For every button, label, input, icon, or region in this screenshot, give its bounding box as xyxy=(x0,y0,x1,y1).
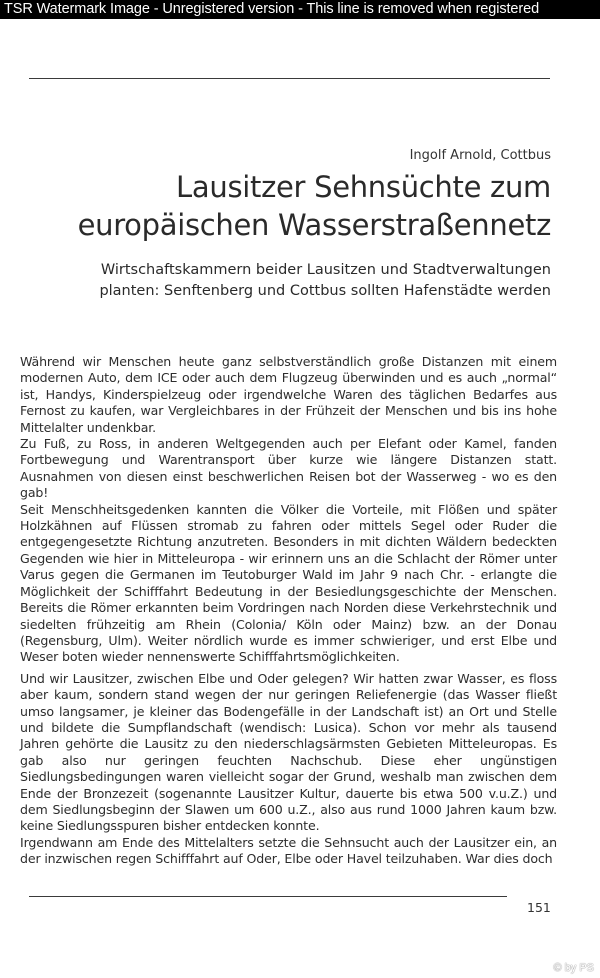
watermark-text: TSR Watermark Image - Unregistered version - This line is removed when registered xyxy=(4,1,540,17)
paragraph-4: Und wir Lausitzer, zwischen Elbe und Oder gelegen? Wir hatten zwar Wasser, es floss aber kaum, sondern stand wegen der nur geringen Reliefenergie (das Wasser fließt umso langsamer, je kleiner das Bodengefälle in der Landschaft ist) an Ort und Stelle und bildete die Sumpflandschaft (wendisch: Lusica). Schon vor mehr als tausend Jahren gehörte die Lausitz zu den niederschlagsärmsten Gebieten Mitteleuropas. Es gab also nur geringen feuchten Nachschub. Diese eher ungünstigen Siedlungsbedingungen waren vielleicht sogar der Grund, weshalb man zwischen dem Ende der Bronzezeit (sogenannte Lausitzer Kultur, dauerte bis etwa 500 v.u.Z.) und dem Siedlungsbeginn der Slawen um 600 u.Z., also aus rund 1000 Jahren kaum bzw. keine Siedlungsspuren bisher entdecken konnte. xyxy=(20,670,557,834)
watermark-banner xyxy=(0,0,600,19)
author-line: Ingolf Arnold, Cottbus xyxy=(409,148,551,163)
paragraph-5: Irgendwann am Ende des Mittelalters setzte die Sehnsucht auch der Lausitzer ein, an der inzwischen regen Schifffahrt auf Oder, Elbe oder Havel teilzuhaben. War dies doch xyxy=(20,834,557,867)
bottom-divider xyxy=(29,896,507,897)
copyright-mark: © by PS xyxy=(553,962,594,974)
paragraph-2: Zu Fuß, zu Ross, in anderen Weltgegenden auch per Elefant oder Kamel, fanden Fortbewegung und Warentransport über kurze wie längere Distanzen statt. Ausnahmen von diesen einst beschwerlichen Reisen bot der Wasserweg - wo es den gab! xyxy=(20,436,557,501)
article-body xyxy=(20,354,557,868)
article-subtitle: Wirtschaftskammern beider Lausitzen und Stadtverwaltungen planten: Senftenberg und Cottbus sollten Hafenstädte werden xyxy=(99,262,551,299)
page-number: 151 xyxy=(527,900,551,915)
paragraph-3: Seit Menschheitsgedenken kannten die Völker die Vorteile, mit Flößen und später Holzkähnen auf Flüssen stromab zu fahren oder mittels Segel oder Ruder die entgegengesetzte Richtung anzutreten. Besonders in mit dichten Wäldern bedeckten Gegenden wie hier in Mitteleuropa - wir erinnern uns an die Schlacht der Römer unter Varus gegen die Germanen im Teutoburger Wald im Jahr 9 nach Chr. - erlangte die Möglichkeit der Schifffahrt Bedeutung in der Besiedlungsgeschichte der Menschen. Bereits die Römer erkannten beim Vordringen nach Norden diese Verkehrstechnik und siedelten frühzeitig am Rhein (Colonia/ Köln oder Mainz) bzw. an der Donau (Regensburg, Ulm). Weiter nördlich wurde es immer schwieriger, und erst Elbe und Weser boten wieder nennenswerte Schifffahrtsmöglichkeiten. xyxy=(20,501,557,665)
paragraph-1: Während wir Menschen heute ganz selbstverständlich große Distanzen mit einem modernen Auto, dem ICE oder auch dem Flugzeug überwinden und es auch „normal“ ist, Handys, Kinderspielzeug oder irgendwelche Waren des täglichen Bedarfes aus Fernost zu kaufen, war Vergleichbares in der Frühzeit der Menschen und bis ins hohe Mittelalter undenkbar. xyxy=(20,354,557,435)
article-title: Lausitzer Sehnsüchte zum europäischen Wasserstraßennetz xyxy=(77,170,551,242)
top-divider xyxy=(29,78,550,79)
